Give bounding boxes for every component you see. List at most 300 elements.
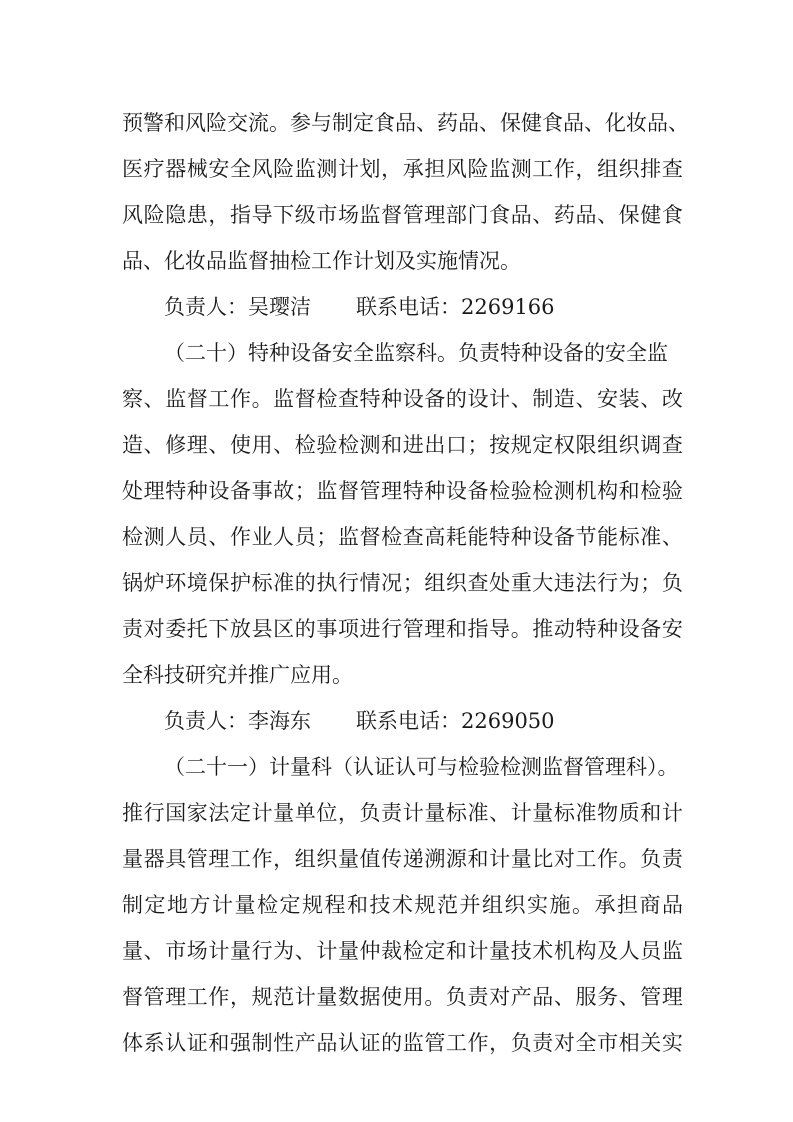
text-char: 并 — [459, 893, 481, 917]
text-char: 证 — [359, 1031, 381, 1055]
text-char: 流 — [248, 111, 269, 135]
text-char: 责 — [532, 1031, 554, 1055]
text-char: 工 — [575, 847, 597, 871]
text-char: 品 — [662, 893, 683, 917]
text-char: 、 — [143, 939, 165, 963]
text-char: 组 — [597, 433, 619, 457]
text-char: 风 — [185, 111, 206, 135]
text-char: 量 — [229, 939, 251, 963]
text-char: 检 — [337, 433, 359, 457]
text-char: 高 — [424, 525, 446, 549]
text-char: 、 — [532, 203, 554, 227]
text-char: ； — [294, 479, 316, 503]
text-char: 强 — [229, 1031, 251, 1055]
text-char: 医 — [122, 157, 143, 181]
text-char: 划 — [359, 157, 381, 181]
text-char: 程 — [324, 893, 346, 917]
text-char: 作 — [467, 1031, 489, 1055]
paragraph-line — [122, 605, 683, 653]
text-char: ， — [229, 985, 251, 1009]
text-char: 员 — [640, 939, 662, 963]
text-char: 的 — [445, 387, 467, 411]
text-char: 织 — [504, 893, 526, 917]
text-char: 量 — [273, 801, 295, 825]
section-heading-line: （二十一）计量科（认证认可与检验检测监督管理科）。 — [164, 755, 679, 779]
text-char: 及 — [597, 939, 619, 963]
text-char: 施 — [549, 893, 571, 917]
text-char: 人 — [618, 939, 640, 963]
text-char: 计 — [212, 893, 233, 917]
text-char: 下 — [208, 617, 230, 641]
text-char: 性 — [273, 1031, 295, 1055]
text-char: 锅 — [122, 571, 143, 595]
text-char: 。 — [424, 985, 446, 1009]
text-char: 按 — [489, 433, 511, 457]
text-char: 工 — [208, 387, 230, 411]
text-char: 传 — [381, 847, 403, 871]
text-char: 规 — [510, 433, 532, 457]
text-char: 标 — [553, 801, 575, 825]
text-char: 、 — [294, 939, 316, 963]
text-char: 备 — [229, 479, 251, 503]
text-char: 备 — [640, 617, 662, 641]
text-char: 。 — [510, 617, 532, 641]
text-char: 药 — [437, 111, 458, 135]
text-char: 测 — [553, 479, 575, 503]
text-char: 市 — [165, 939, 187, 963]
text-char: 标 — [618, 525, 640, 549]
text-char: ， — [337, 801, 359, 825]
text-char: 计 — [294, 985, 316, 1009]
text-char: 量 — [532, 801, 554, 825]
text-char: 护 — [229, 571, 251, 595]
paragraph-line — [122, 881, 683, 929]
text-char: 织 — [445, 571, 467, 595]
text-char: 品 — [532, 985, 554, 1009]
text-char: 种 — [510, 525, 532, 549]
text-char: 患 — [186, 203, 208, 227]
text-char: 指 — [467, 617, 489, 641]
text-char: 、 — [640, 387, 662, 411]
text-char: 比 — [532, 847, 554, 871]
text-char: 认 — [165, 1031, 187, 1055]
text-char: 情 — [359, 571, 381, 595]
text-char: 对 — [553, 1031, 575, 1055]
text-char: 设 — [402, 387, 424, 411]
text-char: 仲 — [359, 939, 381, 963]
text-char: 制 — [532, 387, 554, 411]
text-char: 食 — [542, 111, 563, 135]
text-char: 管 — [186, 847, 208, 871]
text-char: ， — [208, 203, 230, 227]
paragraph-line — [122, 973, 683, 1021]
text-char: 导 — [251, 203, 273, 227]
text-char: 、 — [208, 433, 230, 457]
text-char: 、 — [143, 433, 165, 457]
text-char: 种 — [597, 617, 619, 641]
text-char: 检 — [122, 525, 143, 549]
text-char: 验 — [510, 479, 532, 503]
text-char: 场 — [186, 939, 208, 963]
contact-info-1 — [164, 283, 704, 331]
text-char: 改 — [661, 387, 683, 411]
text-char: 业 — [251, 525, 273, 549]
text-char: 事 — [251, 479, 273, 503]
text-char: 和 — [445, 617, 467, 641]
text-char: 托 — [186, 617, 208, 641]
text-char: 出 — [424, 433, 446, 457]
text-char: 用 — [402, 985, 424, 1009]
text-char: 裁 — [381, 939, 403, 963]
text-char: 证 — [186, 1031, 208, 1055]
text-char: 组 — [424, 571, 446, 595]
text-char: ， — [273, 847, 295, 871]
text-char: 计 — [467, 939, 489, 963]
text-char: 工 — [532, 157, 554, 181]
text-char: 、 — [510, 387, 532, 411]
text-char: 查 — [337, 387, 359, 411]
text-char: 测 — [316, 157, 338, 181]
text-char: 和 — [618, 479, 640, 503]
text-char: 和 — [640, 801, 662, 825]
text-char: 和 — [445, 939, 467, 963]
text-char: 承 — [594, 893, 616, 917]
text-char: 处 — [122, 479, 143, 503]
paragraph-line — [122, 1019, 683, 1067]
text-char: 构 — [575, 939, 597, 963]
text-char: 服 — [575, 985, 597, 1009]
text-char: 定 — [279, 893, 301, 917]
text-char: 口 — [445, 433, 467, 457]
text-char: 量 — [510, 847, 532, 871]
text-char: 技 — [369, 893, 391, 917]
text-char: 技 — [510, 939, 532, 963]
text-char: 值 — [359, 847, 381, 871]
text-char: 产 — [510, 985, 532, 1009]
text-char: 产 — [294, 1031, 316, 1055]
text-char: 能 — [597, 525, 619, 549]
text-char: 险 — [273, 157, 295, 181]
text-char: 对 — [553, 847, 575, 871]
text-char: 级 — [294, 203, 316, 227]
text-char: 术 — [532, 939, 554, 963]
text-char: 源 — [445, 847, 467, 871]
text-char: 负 — [661, 571, 683, 595]
text-char: 行 — [597, 571, 619, 595]
text-char: 量 — [337, 939, 359, 963]
text-char: 和 — [164, 111, 185, 135]
text-char: 事 — [316, 617, 338, 641]
text-char: 计 — [661, 801, 683, 825]
responsible-person: 负责人：李海东 — [164, 709, 311, 733]
text-char: 推 — [122, 801, 143, 825]
text-char: 监 — [359, 203, 381, 227]
text-char: 督 — [122, 985, 143, 1009]
text-char: 造 — [122, 433, 143, 457]
text-char: 单 — [294, 801, 316, 825]
text-char: 关 — [640, 1031, 662, 1055]
text-char: 放 — [229, 617, 251, 641]
text-char: 。 — [572, 893, 593, 917]
text-char: 理 — [424, 203, 446, 227]
paragraph-line — [122, 191, 683, 239]
text-char: 特 — [575, 617, 597, 641]
text-char: 商 — [639, 893, 661, 917]
text-char: 与 — [311, 111, 332, 135]
text-char: 、 — [597, 203, 619, 227]
text-char: 警 — [143, 111, 164, 135]
text-char: 种 — [381, 387, 403, 411]
text-char: 检 — [532, 479, 554, 503]
text-char: 下 — [273, 203, 295, 227]
text-char: 器 — [165, 157, 187, 181]
text-char: 理 — [165, 985, 187, 1009]
text-char: 检 — [489, 479, 511, 503]
text-char: 品 — [458, 111, 479, 135]
text-char: 全 — [575, 1031, 597, 1055]
text-char: 耗 — [445, 525, 467, 549]
text-char: 制 — [122, 893, 143, 917]
text-char: 炉 — [143, 571, 165, 595]
text-char: 法 — [208, 801, 230, 825]
contact-phone: 联系电话：2269166 — [356, 295, 555, 319]
text-char: 险 — [467, 157, 489, 181]
text-char: 调 — [640, 433, 662, 457]
text-char: 计 — [510, 801, 532, 825]
contact-info-2 — [164, 697, 704, 745]
text-char: 负 — [359, 801, 381, 825]
text-char: 测 — [510, 157, 532, 181]
text-char: 行 — [251, 939, 273, 963]
text-char: 品 — [563, 111, 584, 135]
text-char: 计 — [402, 801, 424, 825]
text-char: 、 — [489, 801, 511, 825]
text-char: 品 — [510, 203, 532, 227]
text-char: 导 — [489, 617, 511, 641]
text-char: 保 — [500, 111, 521, 135]
text-char: 规 — [251, 985, 273, 1009]
text-char: 区 — [273, 617, 295, 641]
text-char: 能 — [467, 525, 489, 549]
text-char: 规 — [302, 893, 323, 917]
text-char: 监 — [661, 939, 683, 963]
text-char: 权 — [553, 433, 575, 457]
text-char: 制 — [332, 111, 353, 135]
text-char: 、 — [208, 525, 230, 549]
text-char: 、 — [143, 387, 165, 411]
text-char: 管 — [424, 1031, 446, 1055]
text-char: 国 — [165, 801, 187, 825]
text-char: 特 — [359, 387, 381, 411]
text-char: 品 — [575, 203, 597, 227]
text-char: 计 — [337, 157, 359, 181]
text-char: 计 — [316, 939, 338, 963]
paragraph-line — [122, 99, 689, 147]
text-char: 作 — [229, 525, 251, 549]
text-char: 种 — [424, 479, 446, 503]
text-char: 标 — [445, 801, 467, 825]
text-char: 理 — [661, 985, 683, 1009]
text-char: 和 — [208, 1031, 230, 1055]
text-char: 、 — [479, 111, 500, 135]
text-char: 委 — [165, 617, 187, 641]
text-char: 理 — [381, 479, 403, 503]
text-char: 预 — [122, 111, 143, 135]
text-char: 管 — [402, 203, 424, 227]
text-char: 和 — [347, 893, 368, 917]
text-char: 管 — [640, 985, 662, 1009]
text-char: 作 — [208, 985, 230, 1009]
text-char: 员 — [294, 525, 316, 549]
text-char: 种 — [186, 479, 208, 503]
text-char: 妆 — [626, 111, 647, 135]
text-char: 质 — [618, 801, 640, 825]
text-char: 量 — [234, 893, 256, 917]
text-char: 组 — [482, 893, 503, 917]
paragraph-line — [122, 559, 683, 607]
text-char: 察 — [122, 387, 143, 411]
text-char: 市 — [597, 1031, 619, 1055]
text-char: 方 — [189, 893, 211, 917]
text-char: 制 — [251, 1031, 273, 1055]
text-char: 准 — [273, 571, 295, 595]
text-char: 责 — [122, 617, 143, 641]
text-char: 计 — [251, 801, 273, 825]
text-char: 测 — [359, 433, 381, 457]
text-char: ； — [467, 433, 489, 457]
text-char: 监 — [294, 157, 316, 181]
text-char: 担 — [424, 157, 446, 181]
text-char: 体 — [122, 1031, 143, 1055]
text-char: 定 — [424, 939, 446, 963]
text-char: 指 — [229, 203, 251, 227]
text-char: 作 — [553, 157, 575, 181]
contact-phone: 联系电话：2269050 — [356, 709, 555, 733]
text-char: 行 — [337, 571, 359, 595]
text-char: 、 — [661, 525, 683, 549]
paragraph-line: 全科技研究并推广应用。 — [122, 663, 353, 687]
text-char: 织 — [316, 847, 338, 871]
text-char: 县 — [251, 617, 273, 641]
text-char: ， — [489, 1031, 511, 1055]
text-char: 设 — [445, 479, 467, 503]
text-char: 进 — [359, 617, 381, 641]
text-char: ； — [402, 571, 424, 595]
text-char: 检 — [294, 433, 316, 457]
text-char: 管 — [143, 985, 165, 1009]
text-char: 查 — [467, 571, 489, 595]
text-char: 准 — [575, 801, 597, 825]
text-char: 督 — [186, 387, 208, 411]
text-char: 组 — [294, 847, 316, 871]
text-char: 查 — [402, 525, 424, 549]
text-char: 对 — [143, 617, 165, 641]
text-char: 保 — [208, 571, 230, 595]
text-char: 检 — [381, 525, 403, 549]
text-char: 险 — [143, 203, 165, 227]
text-char: 监 — [489, 157, 511, 181]
text-char: 家 — [186, 801, 208, 825]
text-char: 健 — [640, 203, 662, 227]
text-char: 定 — [229, 801, 251, 825]
text-char: 标 — [251, 571, 273, 595]
text-char: 使 — [229, 433, 251, 457]
paragraph-line — [122, 927, 683, 975]
text-char: 定 — [532, 433, 554, 457]
text-char: 节 — [575, 525, 597, 549]
text-char: 处 — [489, 571, 511, 595]
text-char: 量 — [337, 847, 359, 871]
text-char: 的 — [381, 1031, 403, 1055]
text-char: 督 — [359, 525, 381, 549]
text-char: 备 — [424, 387, 446, 411]
text-char: 准 — [467, 801, 489, 825]
text-char: 人 — [273, 525, 295, 549]
text-char: 风 — [445, 157, 467, 181]
text-char: 机 — [553, 939, 575, 963]
text-char: 特 — [489, 525, 511, 549]
text-char: 数 — [337, 985, 359, 1009]
text-char: 用 — [251, 433, 273, 457]
text-char: 装 — [618, 387, 640, 411]
text-char: 交 — [227, 111, 248, 135]
text-char: 故 — [273, 479, 295, 503]
text-char: 责 — [661, 847, 683, 871]
text-char: 实 — [661, 1031, 683, 1055]
text-char: 工 — [445, 1031, 467, 1055]
text-char: 进 — [402, 433, 424, 457]
text-char: 推 — [532, 617, 554, 641]
text-char: 违 — [553, 571, 575, 595]
text-char: 测 — [143, 525, 165, 549]
text-char: 织 — [618, 157, 640, 181]
text-char: 食 — [374, 111, 395, 135]
text-char: 市 — [316, 203, 338, 227]
text-char: 负 — [510, 1031, 532, 1055]
text-char: 构 — [597, 479, 619, 503]
text-char: 监 — [402, 1031, 424, 1055]
text-char: 。 — [618, 847, 640, 871]
text-char: 参 — [290, 111, 311, 135]
text-char: 检 — [257, 893, 278, 917]
responsible-person: 负责人：吴璎洁 — [164, 295, 311, 319]
text-char: 工 — [229, 847, 251, 871]
text-char: 认 — [337, 1031, 359, 1055]
text-char: 食 — [489, 203, 511, 227]
text-char: 定 — [353, 111, 374, 135]
text-char: 的 — [294, 617, 316, 641]
text-char: 健 — [521, 111, 542, 135]
text-char: 、 — [575, 387, 597, 411]
text-char: 据 — [359, 985, 381, 1009]
text-char: 隐 — [165, 203, 187, 227]
text-char: 范 — [437, 893, 458, 917]
text-char: 准 — [640, 525, 662, 549]
text-char: 备 — [467, 479, 489, 503]
paragraph-line: 品、化妆品监督抽检工作计划及实施情况。 — [122, 249, 521, 273]
text-char: 递 — [402, 847, 424, 871]
text-char: 作 — [597, 847, 619, 871]
text-char: 验 — [316, 433, 338, 457]
text-char: 境 — [186, 571, 208, 595]
text-char: 查 — [661, 157, 683, 181]
text-char: 管 — [402, 617, 424, 641]
text-char: 物 — [597, 801, 619, 825]
text-char: 化 — [605, 111, 626, 135]
text-char: 场 — [337, 203, 359, 227]
text-char: 保 — [618, 203, 640, 227]
text-char: 作 — [229, 387, 251, 411]
